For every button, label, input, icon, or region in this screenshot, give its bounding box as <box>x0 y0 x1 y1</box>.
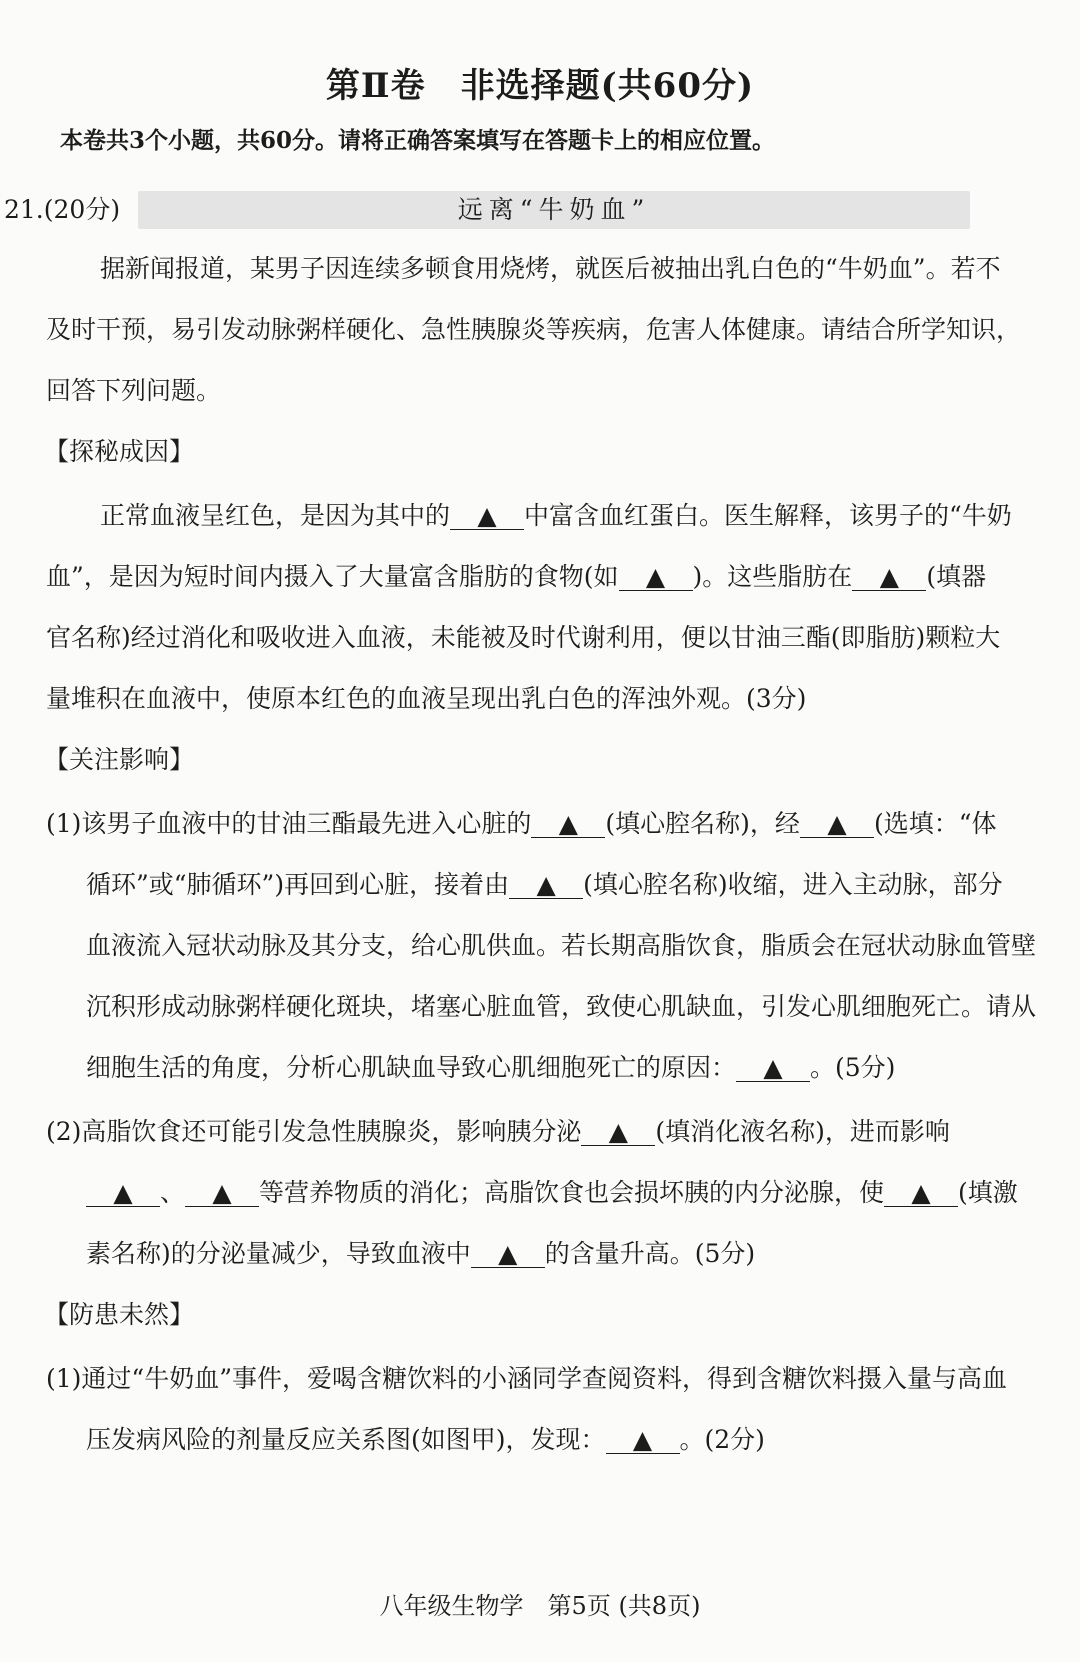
impact1-line-5 <box>86 1051 895 1085</box>
impact1-line-2-text-a: 循环”或“肺循环”)再回到心脏，接着由 <box>86 870 510 899</box>
impact2-line-2-separator: 、 <box>160 1178 186 1207</box>
section-instruction: 本卷共3个小题，共60分。请将正确答案填写在答题卡上的相应位置。 <box>60 127 776 154</box>
answer-blank[interactable]: ▲ <box>531 811 605 838</box>
impact-heading: 【关注影响】 <box>44 745 195 774</box>
impact2-line-1 <box>46 1115 950 1149</box>
answer-blank[interactable]: ▲ <box>581 1119 655 1146</box>
impact1-line-2-text-b: (填心腔名称)收缩，进入主动脉，部分 <box>583 870 1003 899</box>
impact1-line-4: 沉积形成动脉粥样硬化斑块，堵塞心脏血管，致使心肌缺血，引发心肌细胞死亡。请从 <box>86 992 1037 1021</box>
prevent-heading: 【防患未然】 <box>44 1300 195 1329</box>
cause-heading: 【探秘成因】 <box>44 437 195 466</box>
answer-blank[interactable]: ▲ <box>509 872 583 899</box>
impact1-line-2 <box>86 868 1003 902</box>
intro-line-1: 据新闻报道，某男子因连续多顿食用烧烤，就医后被抽出乳白色的“牛奶血”。若不 <box>100 254 1001 283</box>
prevent1-line-2-text-b: 。(2分) <box>679 1425 765 1454</box>
prevent1-line-2-text-a: 压发病风险的剂量反应关系图(如图甲)，发现： <box>86 1425 606 1454</box>
answer-blank[interactable]: ▲ <box>86 1180 160 1207</box>
cause-line-3: 官名称)经过消化和吸收进入血液，未能被及时代谢利用，便以甘油三酯(即脂肪)颗粒大 <box>46 623 1001 652</box>
impact2-line-3-text-b: 的含量升高。(5分) <box>544 1239 756 1268</box>
cause-line-1 <box>100 499 1012 533</box>
answer-blank[interactable]: ▲ <box>619 564 693 591</box>
impact2-line-3 <box>86 1237 755 1271</box>
prevent1-line-1: (1)通过“牛奶血”事件，爱喝含糖饮料的小涵同学查阅资料，得到含糖饮料摄入量与高血 <box>46 1364 1007 1393</box>
answer-blank[interactable]: ▲ <box>736 1055 810 1082</box>
impact1-line-3: 血液流入冠状动脉及其分支，给心肌供血。若长期高脂饮食，脂质会在冠状动脉血管壁 <box>86 931 1037 960</box>
impact2-line-2-text-c: (填激 <box>958 1178 1018 1207</box>
cause-line-4: 量堆积在血液中，使原本红色的血液呈现出乳白色的浑浊外观。(3分) <box>46 684 807 713</box>
impact1-line-1 <box>46 807 996 841</box>
impact2-line-1-text-b: (填消化液名称)，进而影响 <box>655 1117 950 1146</box>
prevent1-line-2 <box>86 1423 765 1457</box>
intro-line-3: 回答下列问题。 <box>46 376 222 405</box>
impact1-line-1-text-a: (1)该男子血液中的甘油三酯最先进入心脏的 <box>46 809 532 838</box>
question-number: 21.(20分) <box>4 195 121 224</box>
impact1-line-5-text-b: 。(5分) <box>810 1053 896 1082</box>
section-title: 第Ⅱ卷 非选择题(共60分) <box>325 66 755 106</box>
impact2-line-3-text-a: 素名称)的分泌量减少，导致血液中 <box>86 1239 471 1268</box>
answer-blank[interactable]: ▲ <box>606 1427 680 1454</box>
page-footer: 八年级生物学 第5页 (共8页) <box>379 1592 701 1620</box>
impact1-line-1-text-c: (选填：“体 <box>873 809 997 838</box>
answer-blank[interactable]: ▲ <box>185 1180 259 1207</box>
impact2-line-2-text-b: 等营养物质的消化；高脂饮食也会损坏胰的内分泌腺，使 <box>259 1178 885 1207</box>
impact2-line-2 <box>86 1176 1018 1210</box>
cause-line-2-text-b: )。这些脂肪在 <box>692 562 853 591</box>
impact2-line-1-text-a: (2)高脂饮食还可能引发急性胰腺炎，影响胰分泌 <box>46 1117 582 1146</box>
cause-line-1-text-a: 正常血液呈红色，是因为其中的 <box>100 501 451 530</box>
cause-line-2-text-c: (填器 <box>926 562 987 591</box>
intro-line-2: 及时干预，易引发动脉粥样硬化、急性胰腺炎等疾病，危害人体健康。请结合所学知识， <box>46 315 1022 344</box>
impact1-line-5-text-a: 细胞生活的角度，分析心肌缺血导致心肌细胞死亡的原因： <box>86 1053 737 1082</box>
question-title: 远离“牛奶血” <box>457 195 651 224</box>
cause-line-1-text-b: 中富含血红蛋白。医生解释，该男子的“牛奶 <box>524 501 1012 530</box>
impact1-line-1-text-b: (填心腔名称)，经 <box>605 809 800 838</box>
answer-blank[interactable]: ▲ <box>884 1180 958 1207</box>
answer-blank[interactable]: ▲ <box>450 503 524 530</box>
cause-line-2-text-a: 血”，是因为短时间内摄入了大量富含脂肪的食物(如 <box>46 562 619 591</box>
answer-blank[interactable]: ▲ <box>471 1241 545 1268</box>
answer-blank[interactable]: ▲ <box>852 564 926 591</box>
answer-blank[interactable]: ▲ <box>800 811 874 838</box>
cause-line-2 <box>46 560 986 594</box>
